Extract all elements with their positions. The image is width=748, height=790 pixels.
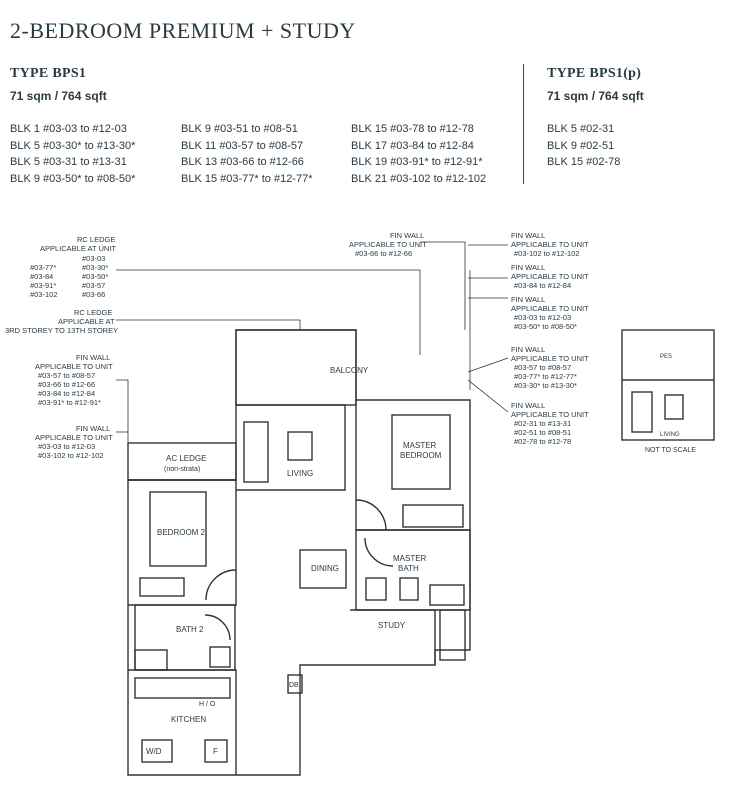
fin-wall-right-5-leader — [468, 380, 508, 412]
room-label-study: STUDY — [378, 621, 406, 630]
room-label-bedroom2: BEDROOM 2 — [157, 528, 206, 537]
fin-wall-left-1-3: #03-57 to #08-57 — [38, 371, 96, 380]
bedroom2-wardrobe — [140, 578, 184, 596]
fin-wall-right-2-3: #03-84 to #12-84 — [514, 281, 572, 290]
rc-ledge-storey-2: APPLICABLE AT — [58, 317, 115, 326]
fin-wall-right-4-2: APPLICABLE TO UNIT — [511, 354, 589, 363]
study-cabinet — [440, 610, 465, 660]
rc-ledge-unit-b-4: #03-57 — [82, 281, 106, 290]
type-bps1-area: 71 sqm / 764 sqft — [10, 89, 107, 103]
rc-ledge-unit-leader — [116, 270, 420, 355]
fin-wall-left-1-6: #03-91* to #12-91* — [38, 398, 101, 407]
bath2-sink — [210, 647, 230, 667]
unit-range: BLK 9 #03-51 to #08-51 — [181, 123, 298, 135]
unit-range: BLK 21 #03-102 to #12-102 — [351, 172, 487, 185]
room-label-master-bedroom-2: BEDROOM — [400, 451, 442, 460]
master-bath-sink — [366, 578, 386, 600]
unit-range: BLK 19 #03-91* to #12-91* — [351, 156, 483, 168]
unit-range: BLK 1 #03-03 to #12-03 — [10, 123, 127, 135]
fin-wall-right-1-1: FIN WALL — [511, 231, 546, 240]
inset-label-not-to-scale: NOT TO SCALE — [645, 447, 696, 454]
rc-ledge-storey-leader — [116, 320, 300, 330]
fin-wall-right-2-1: FIN WALL — [511, 263, 546, 272]
master-bath-door — [365, 538, 393, 566]
fin-wall-right-4-5: #03-30* to #13-30* — [514, 381, 577, 390]
unit-range: BLK 5 #03-30* to #13-30* — [10, 139, 136, 152]
fin-wall-right-5-2: APPLICABLE TO UNIT — [511, 410, 589, 419]
rc-ledge-unit-b-1: #03-03 — [82, 254, 106, 263]
bath2-door — [205, 615, 230, 640]
type-bps1p-name: TYPE BPS1(p) — [547, 66, 642, 81]
fin-wall-left-1-1: FIN WALL — [76, 353, 111, 362]
kitchen-counter — [135, 678, 230, 698]
inset-label-pes: PES — [660, 354, 673, 360]
fin-wall-top-leader — [420, 242, 465, 330]
fin-wall-right-3-4: #03-50* to #08-50* — [514, 322, 577, 331]
inset-sofa — [632, 392, 652, 432]
room-label-master-bath-2: BATH — [398, 564, 419, 573]
fin-wall-right-2-2: APPLICABLE TO UNIT — [511, 272, 589, 281]
room-label-bath2: BATH 2 — [176, 625, 204, 634]
rc-ledge-unit-2: APPLICABLE AT UNIT — [40, 244, 116, 253]
unit-range: BLK 15 #03-78 to #12-78 — [351, 123, 474, 135]
fin-wall-right-4-3: #03-57 to #08-57 — [514, 363, 572, 372]
fin-wall-top-2: APPLICABLE TO UNIT — [349, 240, 427, 249]
bedroom2-outline — [128, 480, 236, 605]
rc-ledge-unit-a-3: #03-91* — [30, 281, 57, 290]
rc-ledge-storey-1: RC LEDGE — [74, 308, 113, 317]
fin-wall-right-3-2: APPLICABLE TO UNIT — [511, 304, 589, 313]
room-label-kitchen: KITCHEN — [171, 715, 207, 724]
unit-range: BLK 15 #02-78 — [547, 156, 621, 168]
fin-wall-left-1-4: #03-66 to #12-66 — [38, 380, 96, 389]
fin-wall-top-3: #03-66 to #12-66 — [355, 249, 413, 258]
rc-ledge-unit-b-5: #03-66 — [82, 290, 106, 299]
unit-range: BLK 13 #03-66 to #12-66 — [181, 156, 304, 168]
living-sofa — [244, 422, 268, 482]
fin-wall-left-2-1: FIN WALL — [76, 424, 111, 433]
unit-range: BLK 11 #03-57 to #08-57 — [181, 139, 304, 152]
master-bedroom-outline — [356, 400, 470, 530]
rc-ledge-unit-b-3: #03-50* — [82, 272, 109, 281]
page-title: 2-BEDROOM PREMIUM + STUDY — [10, 18, 356, 43]
room-label-db: DB — [289, 682, 299, 689]
unit-range: BLK 9 #03-50* to #08-50* — [10, 172, 136, 185]
master-door — [356, 500, 386, 530]
room-label-living: LIVING — [287, 469, 314, 478]
fin-wall-right-5-4: #02-51 to #08-51 — [514, 428, 572, 437]
rc-ledge-storey-3: 3RD STOREY TO 13TH STOREY — [5, 326, 119, 335]
bedroom2-door — [206, 570, 236, 600]
room-label-ac-ledge-1: AC LEDGE — [166, 454, 207, 463]
unit-range: BLK 5 #02-31 — [547, 123, 615, 135]
fin-wall-left-2-2: APPLICABLE TO UNIT — [35, 433, 113, 442]
master-bath-wc — [400, 578, 418, 600]
master-bath-shower — [430, 585, 464, 605]
bath2-outline — [135, 605, 235, 670]
unit-range: BLK 15 #03-77* to #12-77* — [181, 172, 313, 185]
fin-wall-left-2-4: #03-102 to #12-102 — [38, 451, 104, 460]
inset-label-living: LIVING — [660, 432, 680, 438]
fin-wall-right-4-1: FIN WALL — [511, 345, 546, 354]
fin-wall-left-1-leader — [116, 380, 128, 443]
fin-wall-top-1: FIN WALL — [390, 231, 425, 240]
fin-wall-right-5-5: #02-78 to #12-78 — [514, 437, 572, 446]
unit-range: BLK 9 #02-51 — [547, 139, 615, 152]
fin-wall-right-3-1: FIN WALL — [511, 295, 546, 304]
fin-wall-right-5-1: FIN WALL — [511, 401, 546, 410]
inset-outline — [622, 330, 714, 440]
fin-wall-right-4-4: #03-77* to #12-77* — [514, 372, 577, 381]
unit-range: BLK 5 #03-31 to #13-31 — [10, 156, 127, 168]
rc-ledge-unit-a-2: #03-84 — [30, 272, 54, 281]
bath2-shower — [135, 650, 167, 670]
fin-wall-right-1-3: #03-102 to #12-102 — [514, 249, 580, 258]
room-label-hob-oven: H / O — [199, 701, 216, 708]
rc-ledge-unit-b-2: #03-30* — [82, 263, 109, 272]
room-label-wd: W/D — [146, 747, 162, 756]
fin-wall-left-1-5: #03-84 to #12-84 — [38, 389, 96, 398]
room-label-fridge: F — [213, 747, 218, 756]
room-label-master-bath-1: MASTER — [393, 554, 427, 563]
master-wardrobe — [403, 505, 463, 527]
type-bps1p-area: 71 sqm / 764 sqft — [547, 89, 644, 103]
study-outline — [350, 610, 435, 665]
fin-wall-right-5-3: #02-31 to #13-31 — [514, 419, 572, 428]
fin-wall-left-1-2: APPLICABLE TO UNIT — [35, 362, 113, 371]
inset-table — [665, 395, 683, 419]
room-label-master-bedroom-1: MASTER — [403, 441, 437, 450]
rc-ledge-unit-a-1: #03-77* — [30, 263, 57, 272]
unit-range: BLK 17 #03-84 to #12-84 — [351, 139, 474, 152]
room-label-ac-ledge-2: (non-strata) — [164, 466, 201, 473]
outer-wall — [128, 330, 470, 775]
fin-wall-right-3-3: #03-03 to #12-03 — [514, 313, 572, 322]
living-table — [288, 432, 312, 460]
fin-wall-right-4-leader — [468, 358, 508, 372]
rc-ledge-unit-1: RC LEDGE — [77, 235, 116, 244]
fin-wall-left-2-3: #03-03 to #12-03 — [38, 442, 96, 451]
room-label-balcony: BALCONY — [330, 366, 369, 375]
type-bps1-name: TYPE BPS1 — [10, 66, 87, 81]
rc-ledge-unit-a-4: #03-102 — [30, 290, 58, 299]
fin-wall-right-1-2: APPLICABLE TO UNIT — [511, 240, 589, 249]
room-label-dining: DINING — [311, 564, 339, 573]
